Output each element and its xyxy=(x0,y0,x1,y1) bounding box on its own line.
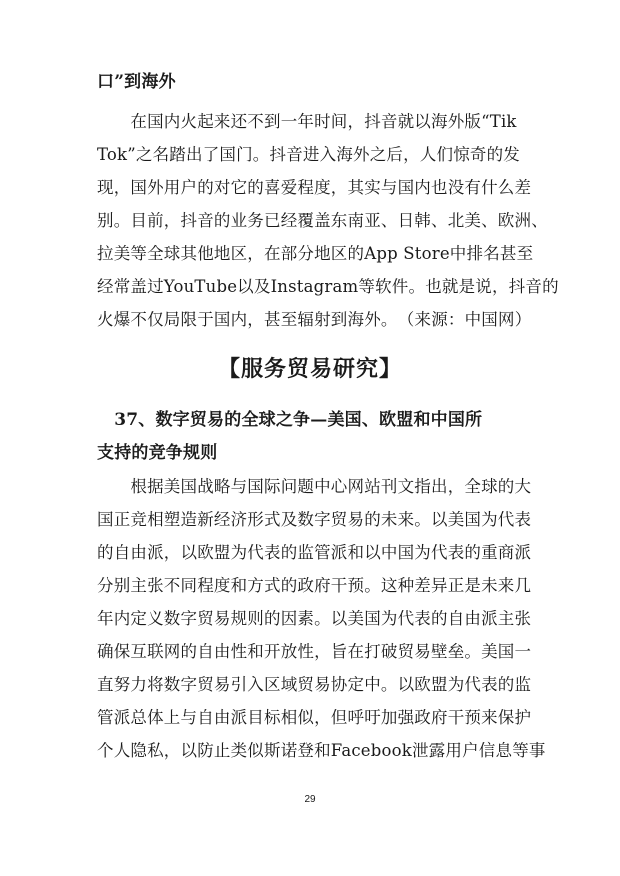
paragraph-line: 拉美等全球其他地区，在部分地区的App Store中排名甚至 xyxy=(97,244,534,263)
paragraph-line: 确保互联网的自由性和开放性，旨在打破贸易壁垒。美国一 xyxy=(97,642,532,661)
paragraph-line: 年内定义数字贸易规则的因素。以美国为代表的自由派主张 xyxy=(97,609,532,628)
paragraph-line: 分别主张不同程度和方式的政府干预。这种差异正是未来几 xyxy=(97,576,532,595)
continued-heading: 口”到海外 xyxy=(97,72,176,92)
paragraph-line: 管派总体上与自由派目标相似，但呼吁加强政府干预来保护 xyxy=(97,708,532,727)
paragraph-line: 现，国外用户的对它的喜爱程度，其实与国内也没有什么差 xyxy=(97,178,532,197)
article-title: 支持的竞争规则 xyxy=(97,443,218,463)
paragraph-line: 火爆不仅局限于国内，甚至辐射到海外。 （来源：中国网） xyxy=(97,310,532,329)
paragraph-line: 的自由派，以欧盟为代表的监管派和以中国为代表的重商派 xyxy=(97,543,532,562)
paragraph-line: 个人隐私，以防止类似斯诺登和Facebook泄露用户信息等事 xyxy=(97,741,546,760)
page-number: 29 xyxy=(304,794,316,805)
paragraph-line: Tok”之名踏出了国门。抖音进入海外之后，人们惊奇的发 xyxy=(97,145,520,164)
paragraph-line: 别。目前，抖音的业务已经覆盖东南亚、日韩、北美、欧洲、 xyxy=(97,211,548,230)
paragraph-line: 经常盖过YouTube以及Instagram等软件。也就是说，抖音的 xyxy=(97,277,559,296)
article-title: 37、数字贸易的全球之争—美国、欧盟和中国所 xyxy=(97,410,483,430)
paragraph-line: 国正竞相塑造新经济形式及数字贸易的未来。以美国为代表 xyxy=(97,510,532,529)
section-title: 【服务贸易研究】 xyxy=(217,357,402,382)
paragraph-line: 根据美国战略与国际问题中心网站刊文指出，全球的大 xyxy=(97,477,532,496)
paragraph-line: 在国内火起来还不到一年时间，抖音就以海外版“Tik xyxy=(97,112,517,131)
paragraph-line: 直努力将数字贸易引入区域贸易协定中。以欧盟为代表的监 xyxy=(97,675,532,694)
